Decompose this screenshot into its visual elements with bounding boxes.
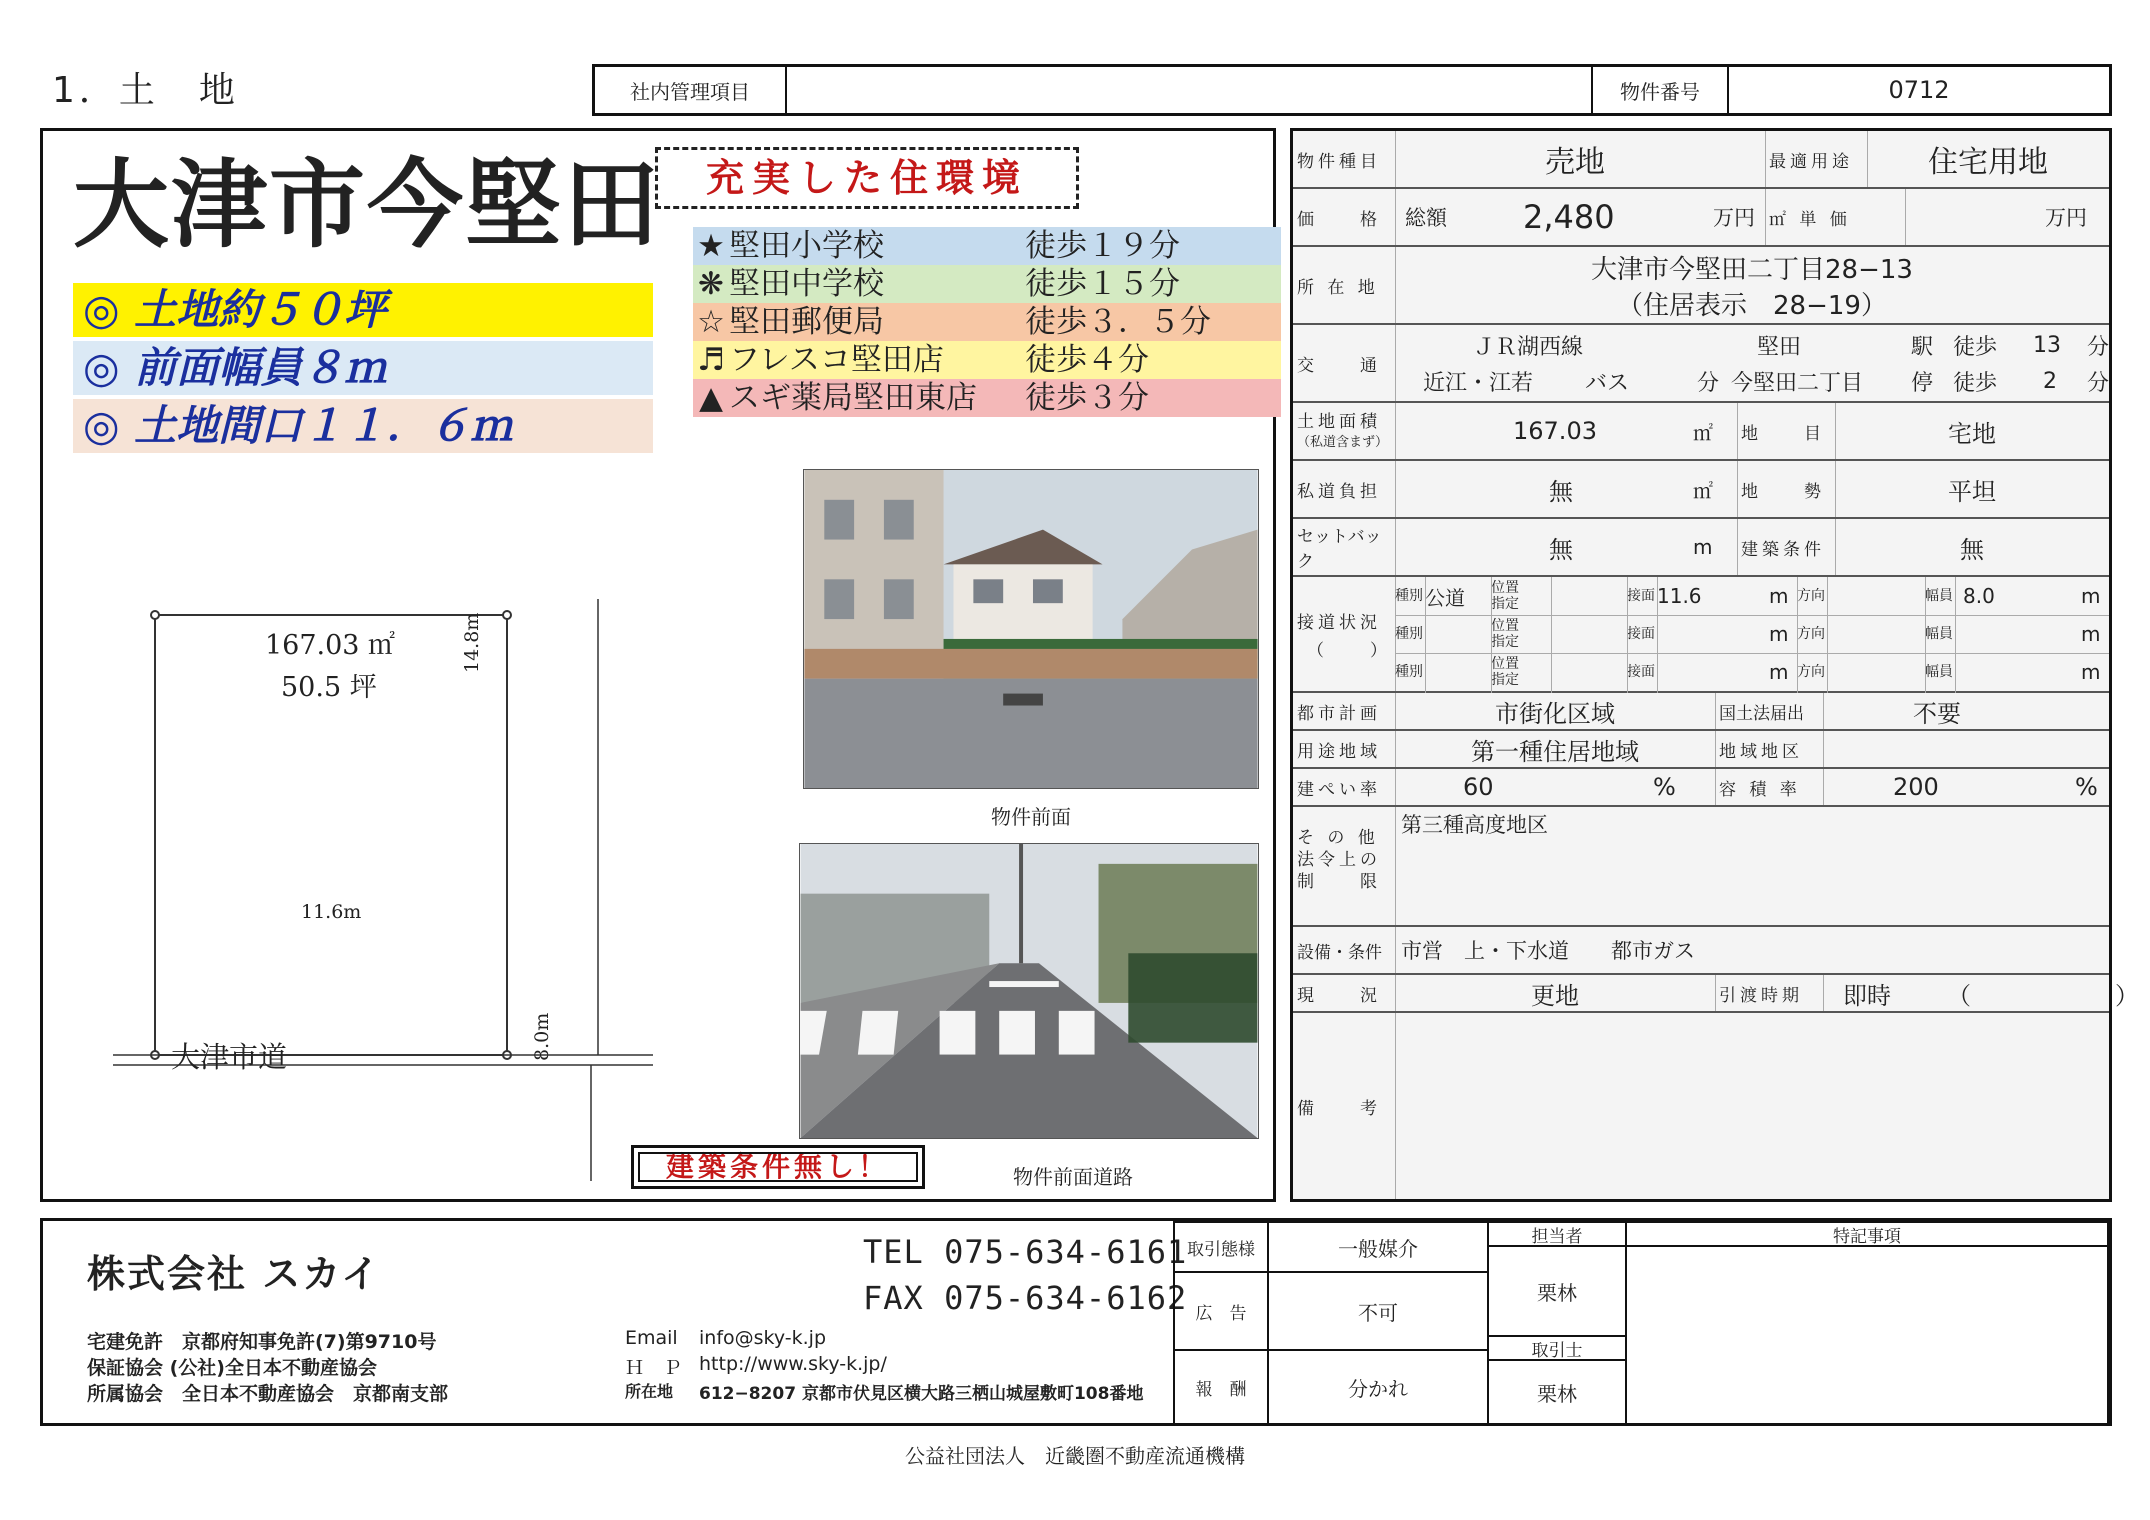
section-title: 1．土 地 [52, 70, 239, 111]
coverage-label: 建ぺい率 [1297, 779, 1381, 800]
road-kind [1425, 653, 1485, 691]
price-label: 価 格 [1297, 209, 1381, 230]
feature-land-size: ◎ 土地約５０坪 [73, 283, 653, 337]
bus-stop-suffix: 停 [1911, 370, 1934, 396]
spec-row-coverage [1293, 769, 2109, 807]
road-width [1963, 615, 2073, 653]
spec-row-zoning [1293, 731, 2109, 769]
road-kind [1425, 615, 1485, 653]
kokudo-label: 国土法届出 [1719, 703, 1804, 724]
plan-depth: 14.8m [461, 612, 483, 673]
spec-row-remarks [1293, 1013, 2109, 1199]
zoning-value: 第一種住居地域 [1471, 737, 1639, 766]
road-touch-label: 接面 [1627, 626, 1655, 642]
road-width-label: 幅員 [1925, 626, 1953, 642]
private-road-unit: ㎡ [1693, 478, 1713, 503]
company-panel [40, 1218, 2112, 1426]
bus-label: バス [1585, 370, 1630, 396]
road-kind-label: 種別 [1395, 588, 1423, 604]
district-value [1823, 731, 2051, 767]
road-dir-label: 方向 [1797, 664, 1825, 680]
type-value: 売地 [1545, 145, 1605, 180]
staff-value: 栗林 [1487, 1245, 1627, 1337]
poi-name: 堅田小学校 [729, 228, 884, 264]
traffic-station-suffix: 駅 [1911, 334, 1934, 360]
star-icon: ★ [697, 228, 725, 264]
road-pos-label: 位置指定 [1491, 656, 1519, 688]
handover-label: 引渡時期 [1719, 985, 1803, 1006]
email-label: Email [625, 1327, 678, 1349]
road-label: 接道状況 [1297, 612, 1381, 633]
poi-name: スギ薬局堅田東店 [729, 380, 977, 416]
hp-label: Ｈ Ｐ [625, 1357, 683, 1379]
photo-property-front [803, 469, 1259, 789]
poi-row [693, 265, 1281, 303]
road-kind-label: 種別 [1395, 626, 1423, 642]
header-bar [592, 64, 2112, 116]
price-value: 2,480 [1523, 198, 1615, 236]
company-address: 612−8207 京都市伏見区横大路三栖山城屋敷町108番地 [699, 1384, 1144, 1404]
triangle-icon: ▲ [699, 380, 723, 416]
spec-row-address [1293, 247, 2109, 325]
land-area-label: 土地面積 [1297, 411, 1381, 432]
terrain-value: 平坦 [1948, 477, 1996, 506]
photo-front-road [799, 843, 1259, 1139]
build-cond-label: 建築条件 [1741, 539, 1825, 560]
property-spec-table [1290, 128, 2139, 1202]
spec-row-traffic [1293, 325, 2109, 403]
property-no-label: 物件番号 [1593, 67, 1729, 113]
facility-value: 市営 上・下水道 都市ガス [1401, 939, 1695, 963]
road-touch-unit: m [1769, 660, 1789, 684]
music-note-icon: ♬ [697, 342, 725, 378]
notes-value [1625, 1245, 2109, 1425]
road-dir [1827, 615, 1917, 653]
road-width-label: 幅員 [1925, 664, 1953, 680]
road-touch-unit: m [1769, 622, 1789, 646]
bus-line: 近江・江若 [1423, 370, 1534, 396]
spec-row-facilities [1293, 927, 2109, 975]
land-area-value: 167.03 [1513, 417, 1597, 445]
other-label-3: 制 限 [1297, 871, 1381, 892]
plan-frontage: 11.6m [301, 901, 362, 923]
plan-road-width: 8.0m [531, 1012, 553, 1061]
feature-frontage: ◎ 土地間口１１．６ｍ [73, 399, 653, 453]
road-touch [1657, 615, 1767, 653]
current-value: 更地 [1531, 981, 1579, 1010]
road-dir-label: 方向 [1797, 588, 1825, 604]
license-text: 宅建免許 京都府知事免許(7)第9710号 [87, 1331, 437, 1353]
road-dir [1827, 653, 1917, 691]
facility-label: 設備・条件 [1297, 942, 1382, 963]
road-touch-label: 接面 [1627, 588, 1655, 604]
bus-stop: 今堅田二丁目 [1731, 370, 1864, 396]
road-width: 8.0 [1963, 584, 1995, 608]
traffic-station: 堅田 [1757, 334, 1802, 360]
email-link[interactable]: info@sky-k.jp [699, 1327, 827, 1349]
coverage-value: 60 [1463, 773, 1494, 801]
fee-value: 分かれ [1267, 1349, 1489, 1425]
handover-value: 即時 [1843, 981, 1891, 1010]
plan-area-m2: 167.03 ㎡ [265, 630, 396, 661]
road-access-grid [1395, 577, 2109, 693]
private-road-value: 無 [1549, 477, 1573, 506]
agent-label: 取引士 [1487, 1335, 1627, 1361]
poi-row [693, 341, 1281, 379]
road-dir-label: 方向 [1797, 626, 1825, 642]
coverage-unit: % [1653, 773, 1676, 801]
use-label: 最適用途 [1769, 151, 1853, 172]
spec-row-price [1293, 189, 2109, 247]
tel-number: TEL 075-634-6161 [863, 1233, 1188, 1271]
hp-link[interactable]: http://www.sky-k.jp/ [699, 1353, 887, 1375]
poi-name: フレスコ堅田店 [729, 342, 944, 378]
unit-price-unit: 万円 [2045, 206, 2087, 230]
traffic-label: 交 通 [1297, 355, 1381, 376]
property-no: 0712 [1888, 76, 1950, 104]
company-name: 株式会社 スカイ [87, 1252, 382, 1296]
road-touch-label: 接面 [1627, 664, 1655, 680]
association-text: 所属協会 全日本不動産協会 京都南支部 [87, 1383, 449, 1405]
unit-price-label: ㎡ 単 価 [1769, 209, 1851, 230]
road-touch [1657, 653, 1767, 691]
other-label-2: 法令上の [1297, 849, 1381, 870]
guarantee-text: 保証協会 (公社)全日本不動産協会 [87, 1357, 377, 1379]
address-line2: （住居表示 28−19） [1617, 290, 1887, 321]
road-pos-label: 位置指定 [1491, 618, 1519, 650]
mgmt-value [787, 67, 1593, 113]
city-plan-value: 市街化区域 [1495, 699, 1615, 728]
traffic-line-name: ＪＲ湖西線 [1473, 334, 1584, 360]
remarks-label: 備 考 [1297, 1098, 1381, 1119]
type-label: 物件種目 [1297, 151, 1381, 172]
bus-walk-label: 徒歩 [1953, 370, 1998, 396]
no-building-condition-banner: 建築条件無し！ [631, 1145, 925, 1189]
area-title: 大津市今堅田 [73, 149, 661, 261]
handover-paren: （ ） [1947, 981, 2139, 1010]
zoning-label: 用途地域 [1297, 741, 1381, 762]
poi-walk: 徒歩３．５分 [1025, 304, 1211, 340]
outline-star-icon: ☆ [697, 304, 725, 340]
staff-label: 担当者 [1487, 1221, 1627, 1247]
bus-walk-min-unit: 分 [2087, 370, 2110, 396]
spec-row-city-plan [1293, 693, 2109, 731]
poi-row [693, 227, 1281, 265]
notes-label: 特記事項 [1625, 1221, 2109, 1247]
road-dir [1827, 577, 1917, 615]
poi-name: 堅田中学校 [729, 266, 884, 302]
spec-row-land-area [1293, 403, 2109, 461]
other-label-1: そ の 他 [1297, 827, 1379, 848]
traffic-min-unit: 分 [2087, 334, 2110, 360]
land-area-sub: （私道含まず） [1297, 435, 1389, 450]
asterisk-icon: ❋ [698, 266, 724, 302]
build-cond-value: 無 [1960, 535, 1984, 564]
road-width [1963, 653, 2073, 691]
road-touch-unit: m [1769, 584, 1789, 608]
far-unit: % [2075, 773, 2098, 801]
poi-walk: 徒歩４分 [1025, 342, 1149, 378]
terrain-label: 地 勢 [1741, 481, 1825, 502]
chimoku-value: 宅地 [1948, 419, 1996, 448]
road-kind-label: 種別 [1395, 664, 1423, 680]
addr-label: 所在地 [625, 1382, 674, 1401]
road-width-unit: m [2081, 584, 2101, 608]
plan-road-name: 大津市道 [171, 1040, 288, 1074]
mgmt-label: 社内管理項目 [595, 67, 787, 113]
kokudo-value: 不要 [1913, 699, 1961, 728]
poi-walk: 徒歩３分 [1025, 380, 1149, 416]
feature-road-width: ◎ 前面幅員８ｍ [73, 341, 653, 395]
setback-label: セットバック [1297, 527, 1382, 572]
traffic-walk-label: 徒歩 [1953, 334, 1998, 360]
city-plan-label: 都市計画 [1297, 703, 1381, 724]
organization-name: 公益社団法人 近畿圏不動産流通機構 [905, 1444, 1245, 1468]
poi-walk: 徒歩１９分 [1025, 228, 1180, 264]
spec-row-other-restrictions [1293, 807, 2109, 927]
road-kind: 公道 [1425, 585, 1465, 610]
setback-value: 無 [1549, 535, 1573, 564]
chimoku-label: 地 目 [1741, 423, 1825, 444]
bus-walk-min: 2 [2043, 368, 2057, 394]
address-line1: 大津市今堅田二丁目28−13 [1591, 254, 1913, 285]
address-label: 所 在 地 [1297, 277, 1379, 298]
use-value: 住宅用地 [1928, 145, 2048, 180]
far-value: 200 [1893, 773, 1939, 801]
deal-value: 一般媒介 [1267, 1221, 1489, 1273]
deal-label: 取引態様 [1173, 1221, 1269, 1273]
road-width-unit: m [2081, 622, 2101, 646]
setback-unit: m [1693, 535, 1713, 559]
poi-row [693, 303, 1281, 341]
poi-row [693, 379, 1281, 417]
poi-walk: 徒歩１５分 [1025, 266, 1180, 302]
far-label: 容 積 率 [1719, 779, 1801, 800]
fee-label: 報 酬 [1173, 1349, 1269, 1425]
private-road-label: 私道負担 [1297, 481, 1381, 502]
catch-copy: 充実した住環境 [655, 147, 1079, 209]
land-area-unit: ㎡ [1693, 420, 1713, 445]
price-unit: 万円 [1713, 206, 1755, 230]
road-sub: （ ） [1307, 640, 1391, 661]
spec-row-setback [1293, 519, 2109, 577]
fax-number: FAX 075-634-6162 [863, 1279, 1188, 1317]
property-overview-panel [40, 128, 1276, 1202]
ad-label: 広 告 [1173, 1271, 1269, 1351]
plan-area-tsubo: 50.5 坪 [281, 672, 377, 703]
ad-value: 不可 [1267, 1271, 1489, 1351]
price-total-label: 総額 [1405, 206, 1447, 230]
spec-row-type [1293, 131, 2109, 189]
spec-row-private-road [1293, 461, 2109, 519]
current-label: 現 況 [1297, 985, 1381, 1006]
photo2-caption: 物件前面道路 [1013, 1165, 1133, 1189]
road-width-unit: m [2081, 660, 2101, 684]
district-label: 地域地区 [1719, 741, 1803, 762]
poi-name: 堅田郵便局 [729, 304, 884, 340]
road-pos-label: 位置指定 [1491, 580, 1519, 612]
agent-value: 栗林 [1487, 1359, 1627, 1425]
traffic-walk-min: 13 [2033, 332, 2061, 358]
road-touch: 11.6 [1657, 584, 1702, 608]
bus-min-unit: 分 [1697, 370, 1720, 396]
other-value: 第三種高度地区 [1401, 813, 1548, 837]
spec-row-current [1293, 975, 2139, 1013]
photo1-caption: 物件前面 [991, 805, 1071, 829]
road-width-label: 幅員 [1925, 588, 1953, 604]
